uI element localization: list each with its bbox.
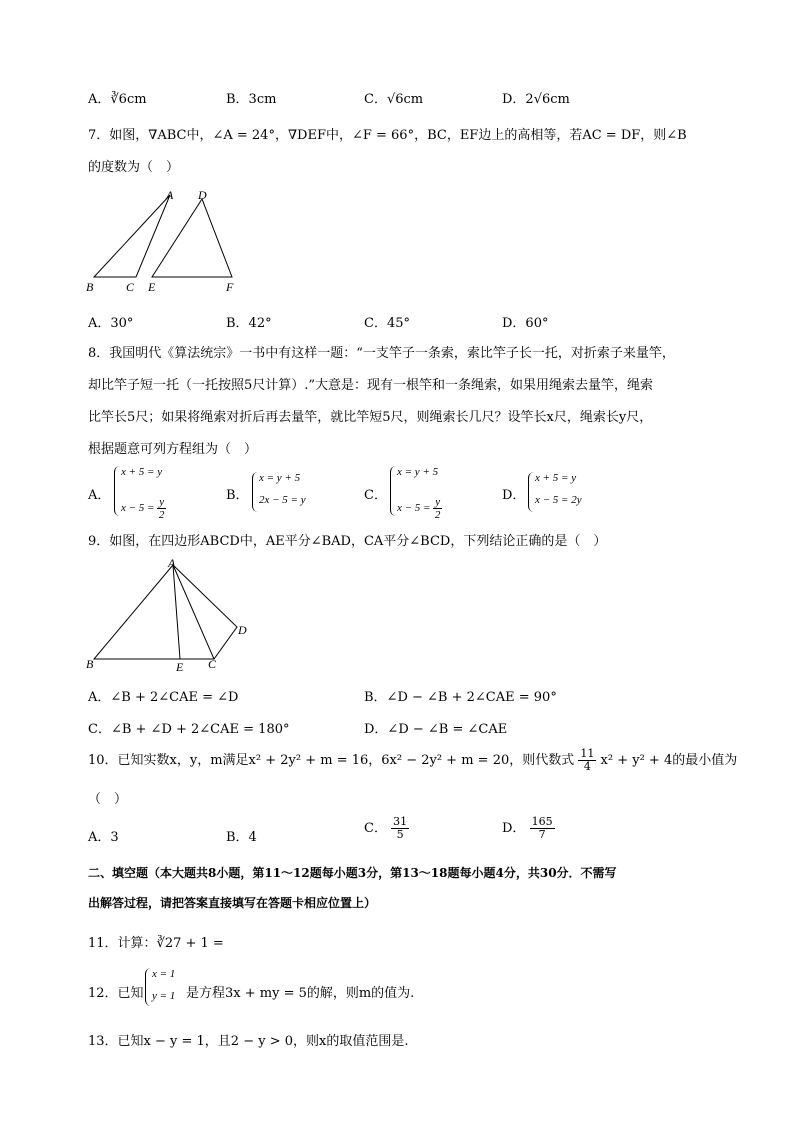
q10-stem-line2: （ ） [88,792,128,807]
q12-brace [145,968,152,1006]
q6-option-a: A．∛6cm [88,92,147,107]
q6-option-d: D．2√6cm [502,92,570,107]
q8-stem-line2: 却比竿子短一托（一托按照5尺计算）.”大意是：现有一根竿和一条绳索，如果用绳索去量竿，绳索 [88,378,654,393]
q7-label-f: F [226,280,234,294]
q8-option-a-eq2: x − 5 = $\frac{y}{2}$ [121,496,165,522]
q7-figure [80,185,250,295]
q10-option-a: A．3 [88,830,119,845]
q7-label-a: A [166,188,174,202]
q9-label-a: A [168,556,176,570]
q9-option-d: D．∠D − ∠B = ∠CAE [364,722,508,737]
q9-option-c: C．∠B + ∠D + 2∠CAE = 180° [88,722,290,737]
q8-option-b-eq1: x = y + 5 [259,472,301,484]
q8-option-d-brace [528,472,535,512]
q8-stem-line1: 8．我国明代《算法统宗》一书中有这样一题：“一支竿子一条索，索比竿子长一托，对折索子来量竿， [88,346,675,361]
q9-label-c: C [208,657,217,671]
q12-eq1: x = 1 [152,968,176,980]
q9-option-b: B．∠D − ∠B + 2∠CAE = 90° [364,690,557,705]
quadrilateral-abcd [94,565,237,659]
q8-option-a-eq1: x + 5 = y [121,466,163,478]
q8-option-c-eq1: x = y + 5 [397,466,439,478]
q8-option-d-eq1: x + 5 = y [535,472,577,484]
q8-option-c-eq2: x − 5 = $\frac{y}{2}$ [397,496,441,522]
q8-option-c-brace [390,466,397,516]
q8-option-b-brace [252,472,259,512]
q6-option-c: C．√6cm [364,92,424,107]
q8-stem-line3: 比竿长5尺；如果将绳索对折后再去量竿，就比竿短5尺，则绳索长几尺？设竿长x尺，绳索长y尺， [88,410,653,425]
q9-figure [80,555,270,675]
q9-option-a: A．∠B + 2∠CAE = ∠D [88,690,239,705]
q8-option-c-label: C． [364,488,387,503]
q9-label-b: B [86,657,94,671]
q9-label-e: E [176,660,184,674]
q9-stem: 9．如图，在四边形ABCD中，AE平分∠BAD，CA平分∠BCD，下列结论正确的是（ ） [88,534,607,549]
q12-stem-post: 是方程3x + my = 5的解，则m的值为. [186,986,415,1001]
section2-heading-line1: 二、填空题（本大题共8小题，第11～12题每小题3分，第13～18题每小题4分，共30分．不需写 [88,866,617,880]
q13-stem: 13．已知x − y = 1，且2 − y > 0，则x的取值范围是. [88,1034,409,1049]
q7-stem-line1: 7．如图，∇ABC中，∠A = 24°，∇DEF中，∠F = 66°，BC，EF边上的高相等，若AC = DF，则∠B [88,128,687,143]
q7-label-c: C [126,280,135,294]
q7-label-b: B [86,280,94,294]
q12-stem-pre: 12．已知 [88,986,144,1001]
q8-option-d-eq2: x − 5 = 2y [535,494,582,506]
q7-stem-line2: 的度数为（ ） [88,160,180,175]
q11-stem: 11．计算：∛27 + 1 = [88,936,224,951]
q9-label-d: D [238,623,247,637]
q8-option-a-brace [114,466,121,516]
q8-option-a-label: A． [88,488,111,503]
q8-option-b-eq2: 2x − 5 = y [259,494,306,506]
q7-option-a: A．30° [88,316,134,331]
section2-heading-line2: 出解答过程，请把答案直接填写在答题卡相应位置上） [88,896,377,910]
q8-stem-line4: 根据题意可列方程组为（ ） [88,442,258,457]
q12-eq2: y = 1 [152,990,176,1002]
q10-option-c: C． $\frac{31}{5}$ [364,815,408,842]
q7-label-d: D [198,188,207,202]
q7-option-d: D．60° [502,316,549,331]
q7-label-e: E [148,280,156,294]
triangle-abc [94,195,170,277]
q7-option-b: B．42° [226,316,272,331]
q8-option-b-label: B． [226,488,249,503]
q10-option-b: B．4 [226,830,257,845]
q8-option-d-label: D． [502,488,526,503]
q6-option-b: B．3cm [226,92,277,107]
q10-option-d: D． $\frac{165}{7}$ [502,815,553,842]
q10-stem-line1: 10．已知实数x，y，m满足x² + 2y² + m = 16，6x² − 2y² + m = 20，则代数式 $\frac{11}{4}$ x² + y² + 4的最小值为 [88,747,738,774]
q7-option-c: C．45° [364,316,410,331]
